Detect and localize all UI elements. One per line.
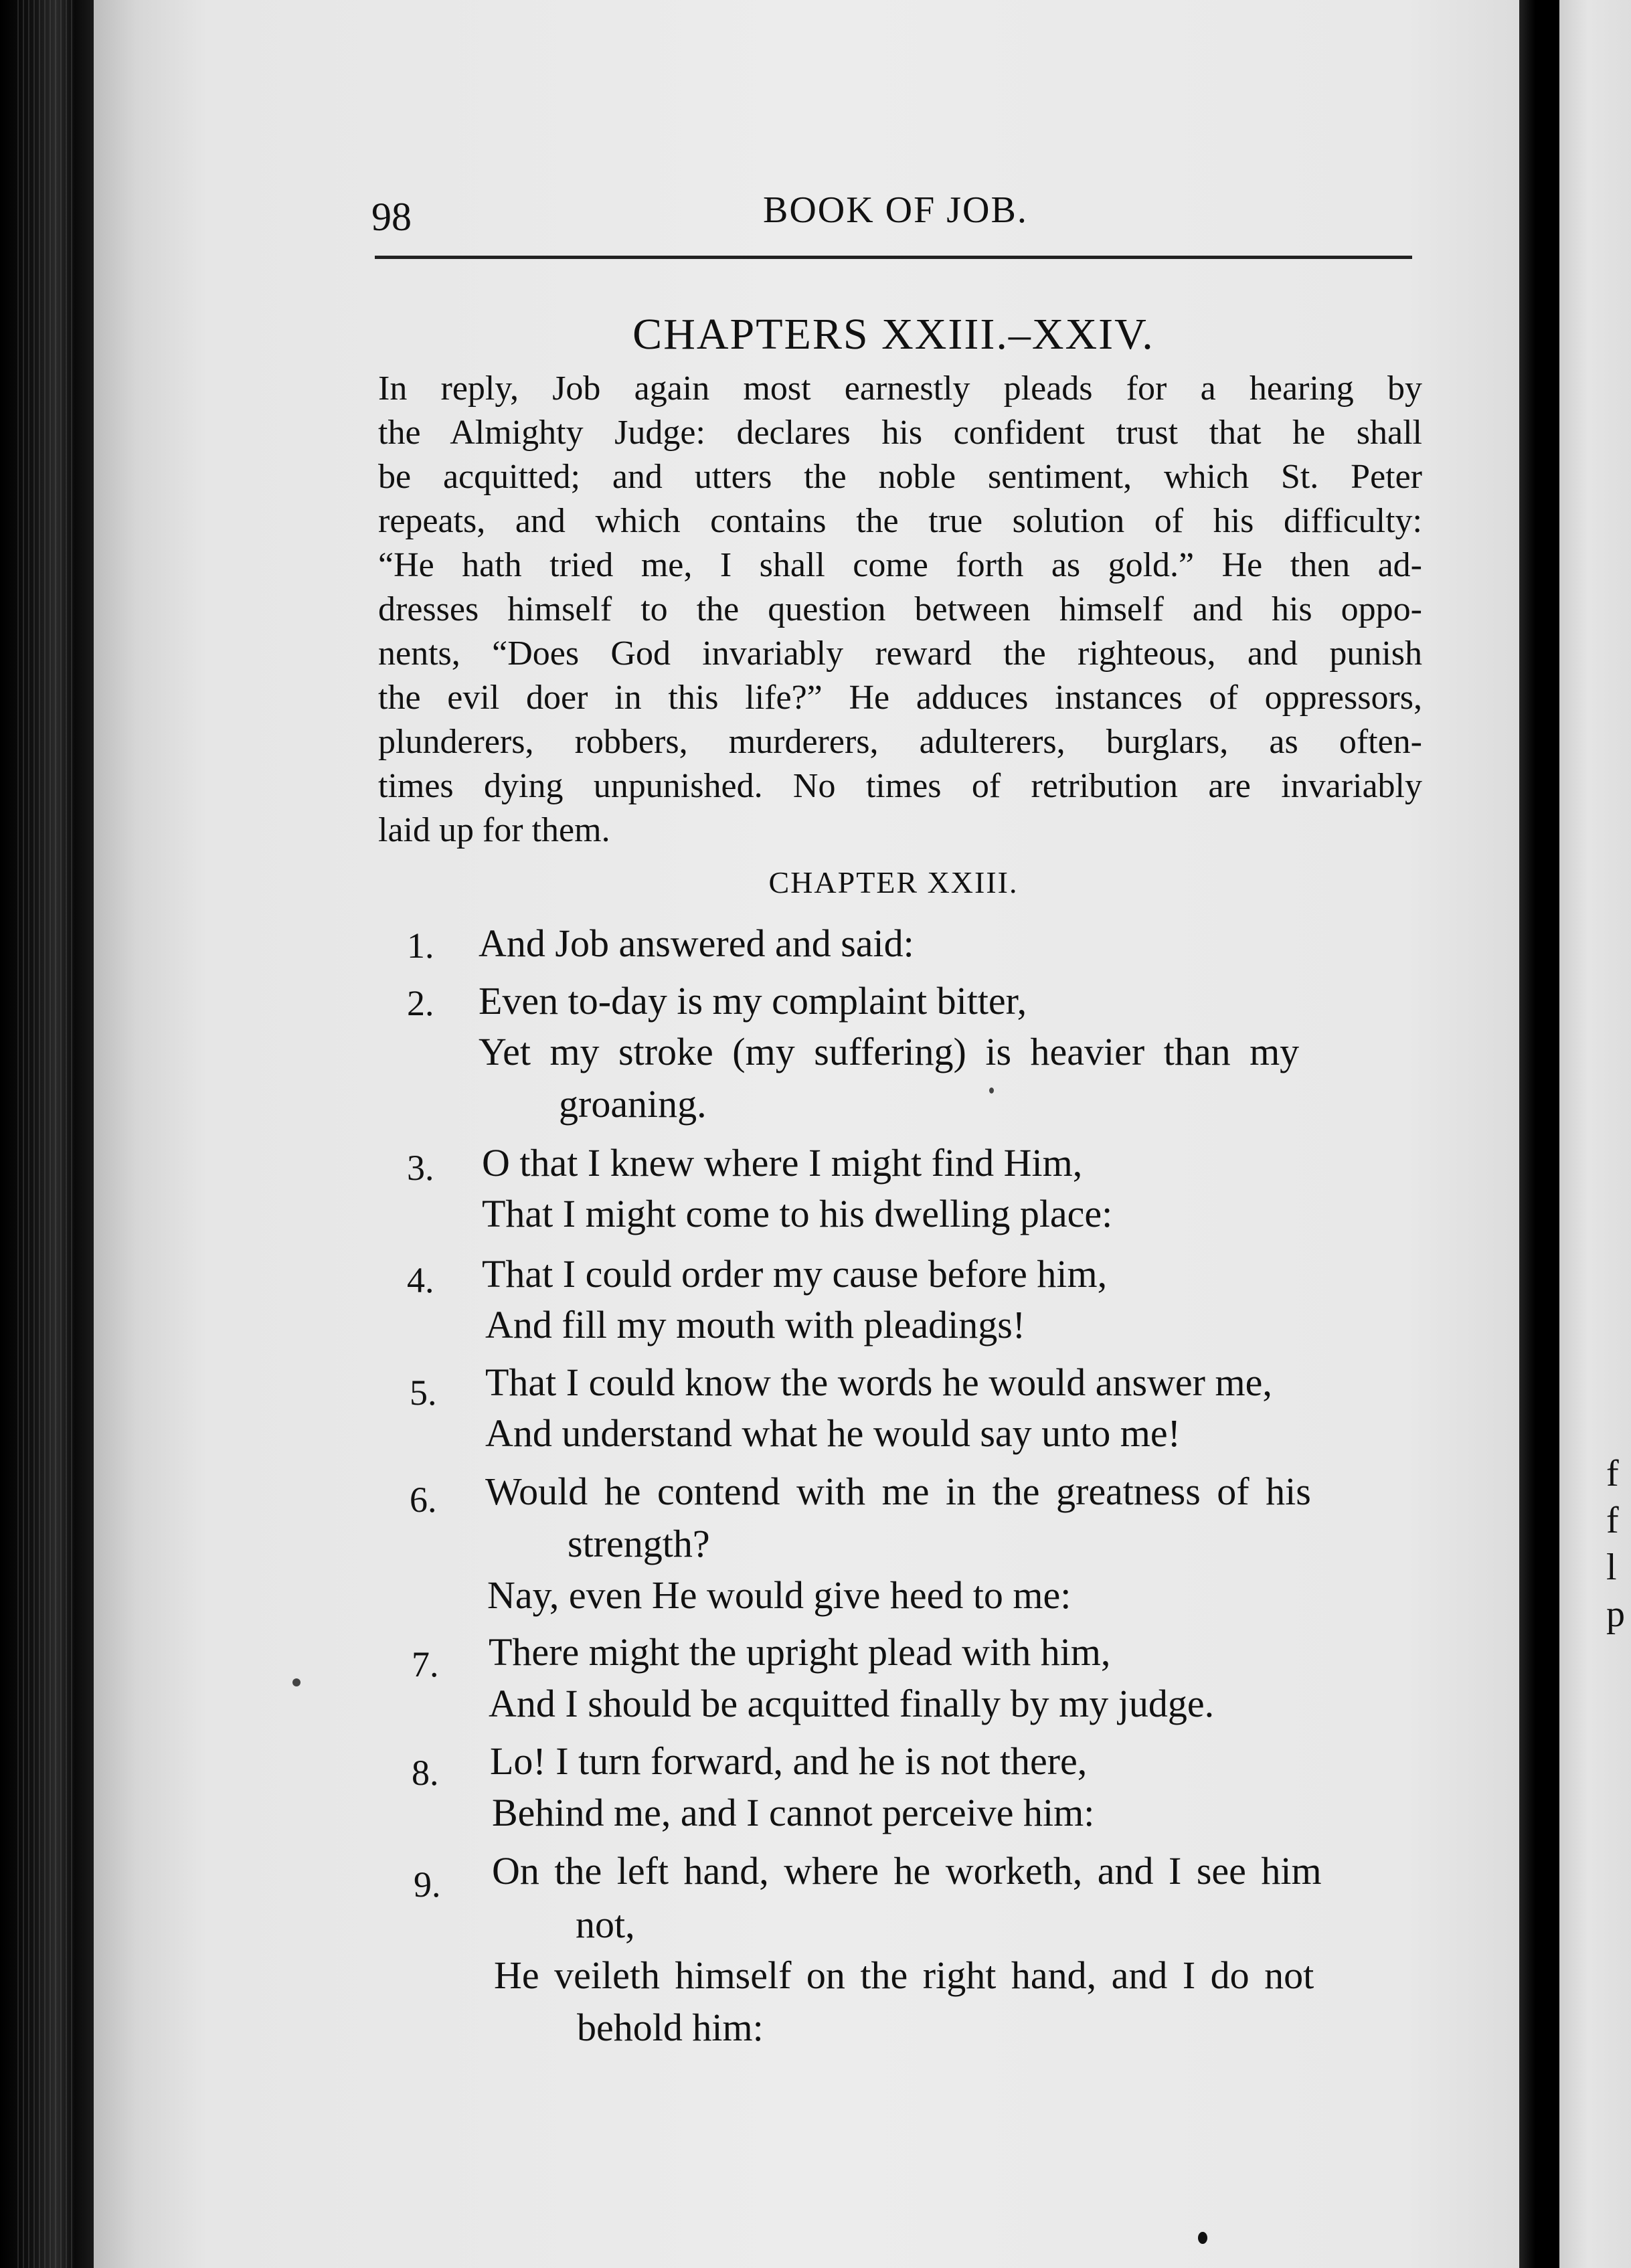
next-page-fragment: f [1606,1453,1619,1494]
verse-line: Behind me, and I cannot perceive him: [492,1791,1095,1834]
verse-number: 4. [407,1260,434,1300]
verse-number: 7. [412,1644,439,1684]
verse-line: He veileth himself on the right hand, and I do not [494,1953,1314,1997]
summary-line: “He hath tried me, I shall come forth as gold.” He then ad- [378,546,1422,584]
scan-speck [292,1678,301,1686]
scan-speck [1198,2232,1207,2244]
verse-line: There might the upright plead with him, [489,1630,1111,1674]
verse-line: And Job answered and said: [479,922,914,965]
verse-line: And understand what he would say unto me! [485,1411,1181,1455]
next-page-fragment: p [1606,1593,1625,1635]
verse-line: Nay, even He would give heed to me: [487,1573,1071,1617]
summary-line: the evil doer in this life?” He adduces instances of oppressors, [378,679,1422,717]
verse-line: Lo! I turn forward, and he is not there, [490,1739,1088,1783]
verse-line: That I might come to his dwelling place: [482,1192,1113,1235]
verse-line: And I should be acquitted finally by my judge. [489,1682,1215,1725]
verse-line: behold him: [577,2006,764,2049]
verse-number: 2. [407,983,434,1023]
verse-line: Even to-day is my complaint bitter, [479,979,1027,1023]
summary-line: dresses himself to the question between himself and his oppo- [378,590,1422,628]
verse-line: strength? [568,1522,710,1565]
scan-speck [989,1087,994,1094]
chapter-heading: CHAPTERS XXIII.–XXIV. [632,310,1154,359]
verse-number: 1. [407,926,434,966]
verse-number: 6. [410,1480,437,1520]
verse-line: That I could know the words he would answer me, [485,1361,1272,1404]
page-gutter [1519,0,1559,2268]
verse-line: Would he contend with me in the greatness of his [485,1470,1311,1513]
verse-line: And fill my mouth with pleadings! [485,1303,1026,1346]
summary-line: the Almighty Judge: declares his confident trust that he shall [378,414,1422,452]
summary-line: nents, “Does God invariably reward the righteous, and punish [378,634,1422,673]
running-head: BOOK OF JOB. [763,189,1028,231]
next-page-fragment: f [1606,1500,1619,1541]
verse-number: 3. [407,1148,434,1188]
summary-line: times dying unpunished. No times of retribution are invariably [378,767,1422,805]
verse-line: not, [576,1903,635,1946]
spine-texture [13,0,74,2268]
summary-line: laid up for them. [378,811,610,849]
verse-line: groaning. [559,1082,707,1126]
next-page-edge [1559,0,1631,2268]
verse-number: 8. [412,1753,439,1793]
page-number: 98 [371,195,412,239]
verse-number: 9. [414,1864,441,1905]
summary-line: be acquitted; and utters the noble sentiment, which St. Peter [378,458,1422,496]
chapter-summary [378,367,1422,853]
summary-line: plunderers, robbers, murderers, adulterers, burglars, as often- [378,723,1422,761]
summary-line: In reply, Job again most earnestly pleads for a hearing by [378,369,1422,408]
book-spine [0,0,94,2268]
verse-line: That I could order my cause before him, [482,1252,1108,1296]
next-page-fragment: l [1606,1547,1617,1588]
verse-line: O that I knew where I might find Him, [482,1141,1083,1185]
verse-line: Yet my stroke (my suffering) is heavier than my [479,1030,1300,1073]
header-rule [375,256,1412,259]
chapter-subheading: CHAPTER XXIII. [768,865,1019,899]
verse-line: On the left hand, where he worketh, and I see him [492,1849,1322,1893]
summary-line: repeats, and which contains the true solution of his difficulty: [378,502,1422,540]
verse-number: 5. [410,1373,437,1413]
